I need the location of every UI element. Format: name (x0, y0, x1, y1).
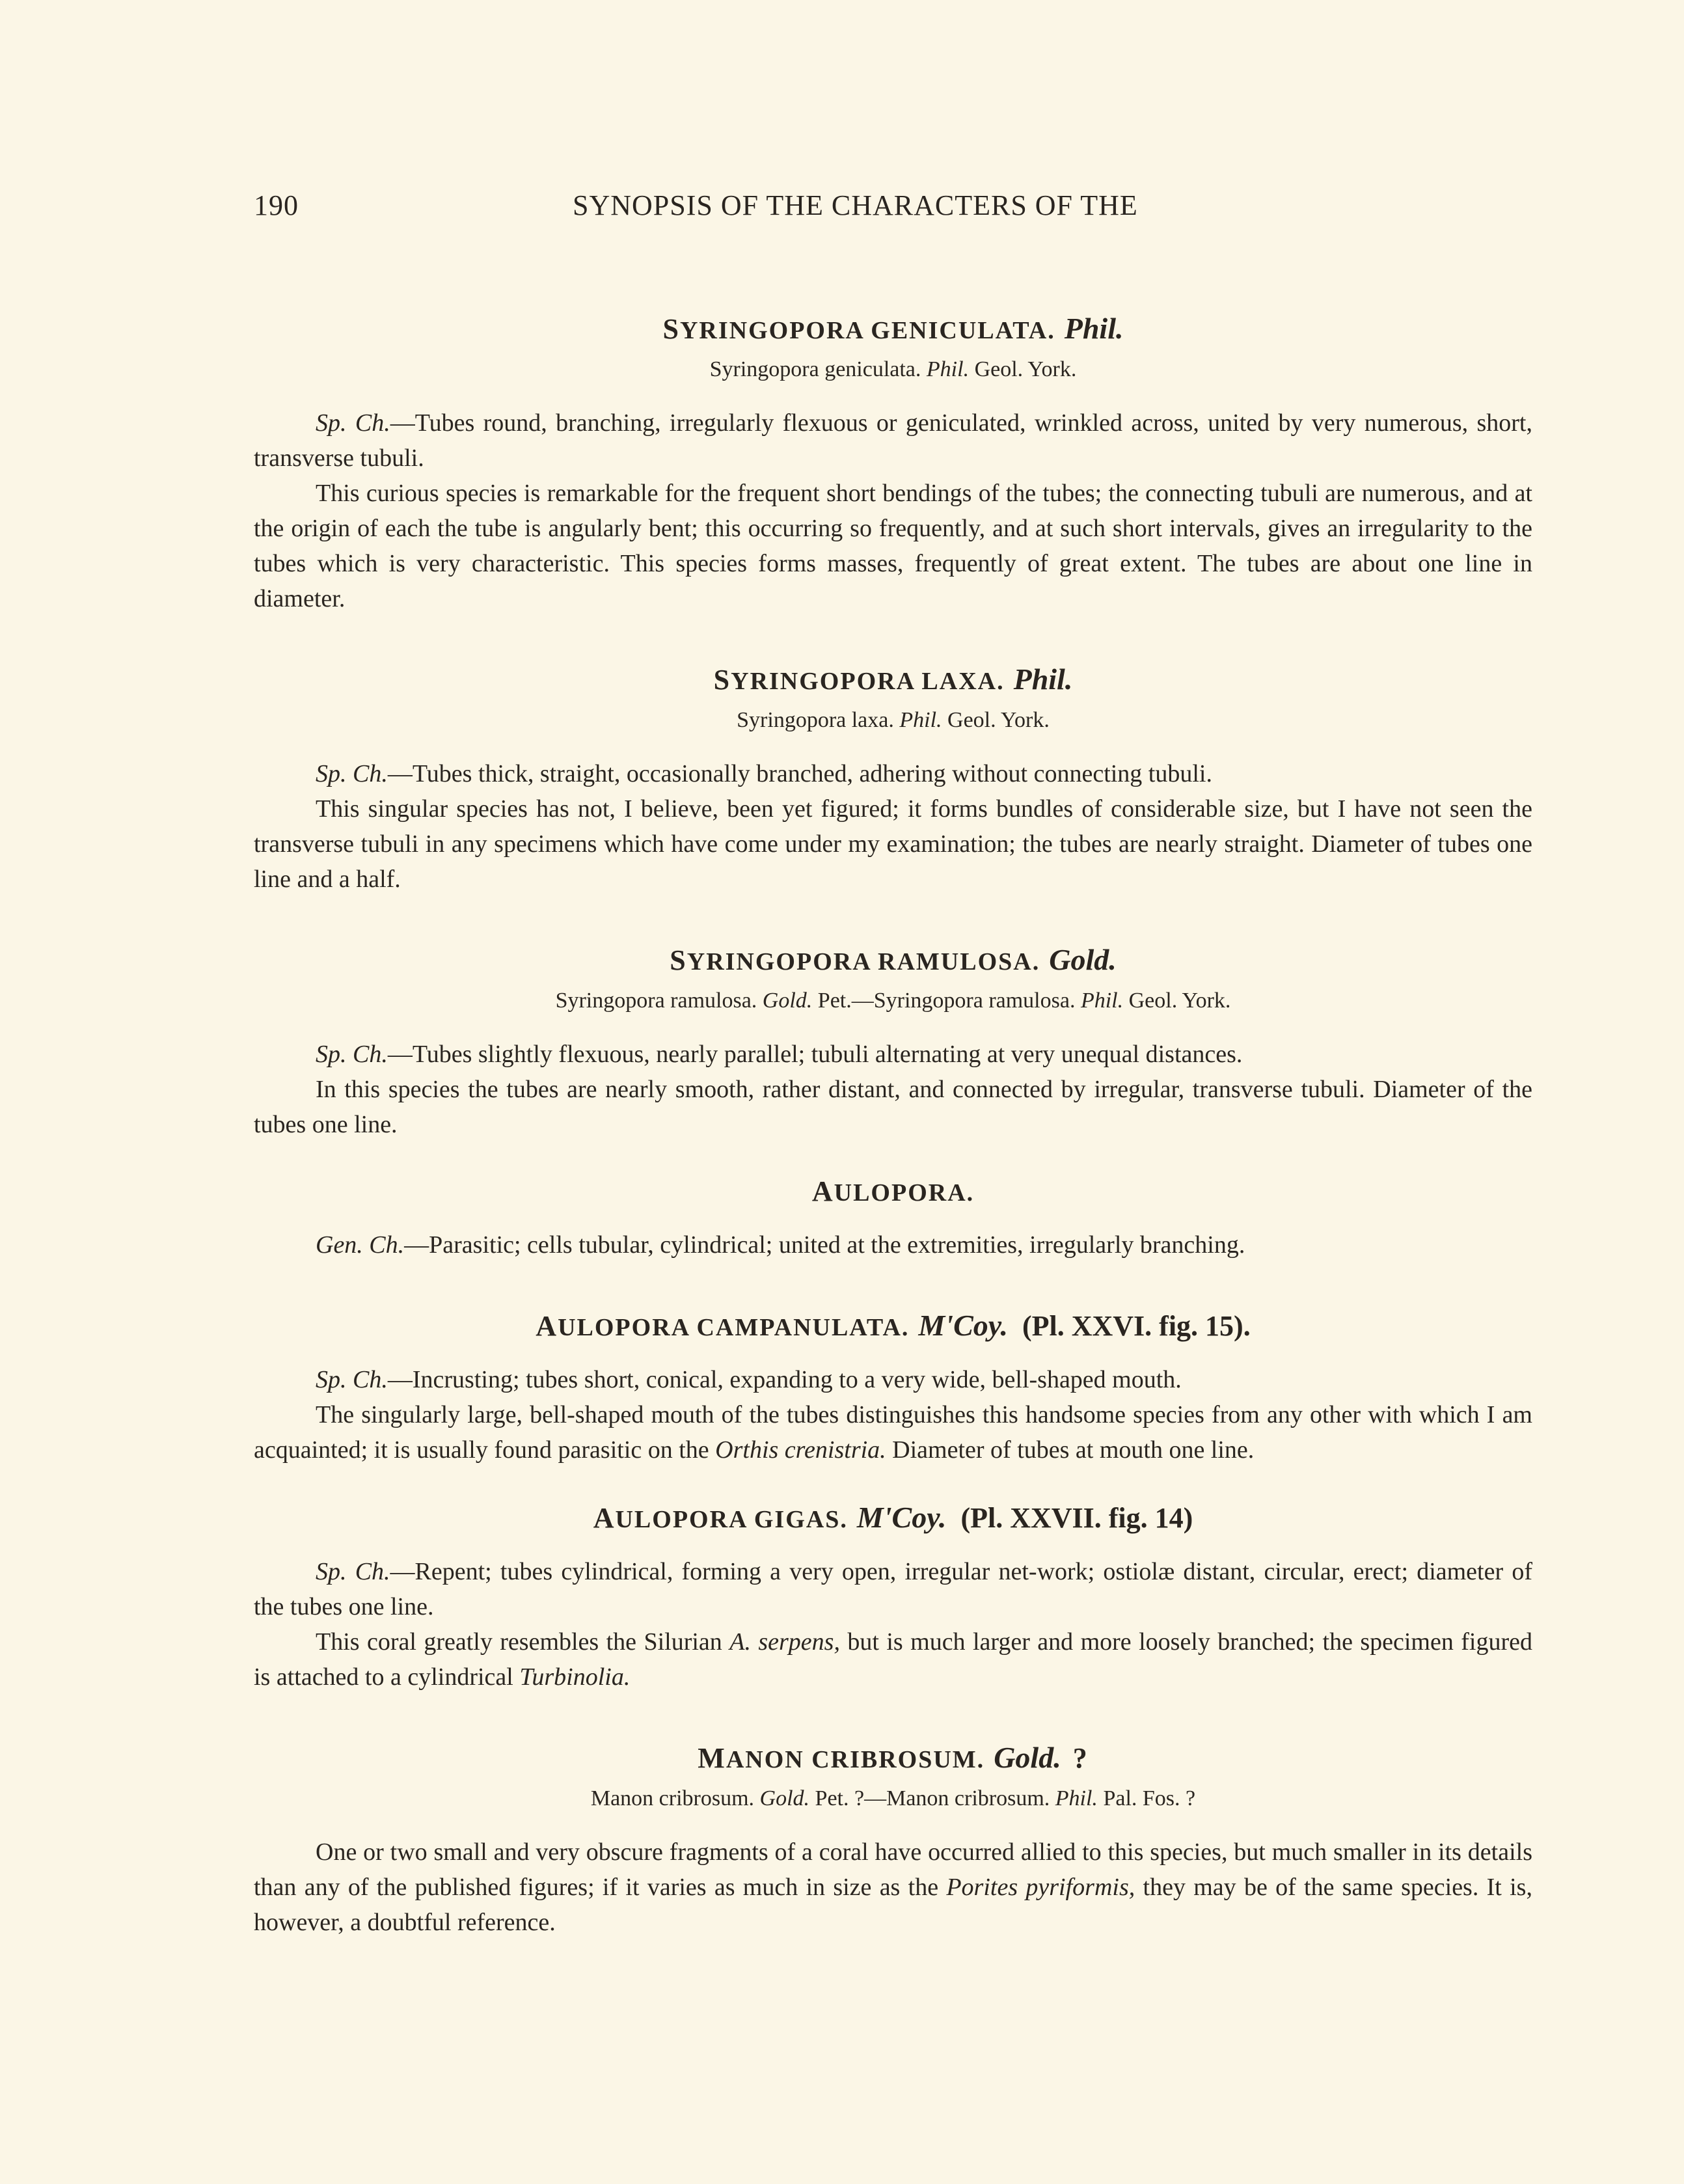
heading-author: Phil. (1013, 662, 1073, 696)
synonym-author: Phil. (926, 357, 970, 381)
description-text: but is much larger and more loosely branched; the specimen figured is attached to a cylindrical (254, 1628, 1533, 1691)
description: This singular species has not, I believe, been yet figured; it forms bundles of considerable size, but I have not seen the transverse tubuli in any specimens which have come under my examination; the tubes are nearly straight. Diameter of tubes one line and a half. (254, 795, 1532, 893)
sp-ch-text: —Repent; tubes cylindrical, forming a very open, irregular net-work; ostiolæ distant, circular, erect; diameter of the tubes one line. (254, 1558, 1532, 1620)
synonym-name: Syringopora ramulosa. (555, 989, 757, 1013)
sp-ch-label: Sp. Ch. (316, 409, 390, 437)
heading-initial: S (670, 944, 687, 976)
specific-character (254, 1037, 1532, 1072)
synonym-name: Syringopora geniculata. (709, 357, 921, 381)
entry-heading (254, 1500, 1532, 1535)
description-taxon: A. serpens, (729, 1628, 840, 1656)
entry-aulopora-gigas (254, 1500, 1532, 1695)
description: In this species the tubes are nearly smooth, rather distant, and connected by irregular, transverse tubuli. Diameter of the tubes one line. (254, 1076, 1532, 1138)
description (254, 1624, 1532, 1695)
gen-ch-label: Gen. Ch. (316, 1231, 405, 1259)
description-text: This coral greatly resembles the Silurian (316, 1628, 730, 1656)
synonym-ref: Geol. York. (1128, 989, 1231, 1013)
doubt-mark: ? (1072, 1742, 1089, 1774)
genus-heading (254, 1175, 1532, 1208)
running-title: SYNOPSIS OF THE CHARACTERS OF THE (573, 189, 1138, 221)
synonym-name: Manon cribrosum. (590, 1786, 755, 1810)
sp-ch-label: Sp. Ch. (316, 760, 388, 787)
synonymy (254, 989, 1532, 1013)
synonymy (254, 708, 1532, 733)
heading-author: Phil. (1064, 312, 1124, 345)
synonymy (254, 1786, 1532, 1811)
heading-author: M'Coy. (918, 1309, 1008, 1342)
synonym-author: Phil. (1055, 1786, 1098, 1810)
entry-heading (254, 311, 1532, 346)
entry-syringopora-ramulosa (254, 942, 1532, 1142)
entry-syringopora-laxa (254, 662, 1532, 897)
plate-reference: (Pl. XXVI. fig. 15). (1022, 1310, 1251, 1342)
synonym-ref: Pal. Fos. ? (1103, 1786, 1196, 1810)
synonym-author: Gold. (759, 1786, 810, 1810)
page-number: 190 (254, 189, 299, 221)
heading-initial: A (593, 1502, 616, 1534)
synonym-ref: Pet. ?—Manon cribrosum. (815, 1786, 1050, 1810)
heading-initial: A (536, 1310, 558, 1342)
entry-manon-cribrosum (254, 1740, 1532, 1940)
heading-text: YRINGOPORA GENICULATA. (679, 317, 1055, 344)
heading-initial: S (662, 313, 680, 345)
sp-ch-label: Sp. Ch. (316, 1041, 388, 1068)
entry-aulopora-campanulata (254, 1308, 1532, 1467)
description: This curious species is remarkable for the frequent short bendings of the tubes; the connecting tubuli are numerous, and at the origin of each the tube is angularly bent; this occurring so frequently, and at such short intervals, gives an irregularity to the tubes which is very characteristic. This species forms masses, frequently of great extent. The tubes are about one line in diameter. (254, 480, 1532, 612)
specific-character (254, 1362, 1532, 1397)
entry-heading (254, 942, 1532, 977)
description-text: they may be of the same species. It is, however, a doubtful reference. (254, 1874, 1532, 1936)
description (254, 1397, 1532, 1467)
specific-character (254, 405, 1532, 476)
synonym-ref: Geol. York. (947, 708, 1050, 732)
sp-ch-text: —Tubes thick, straight, occasionally branched, adhering without connecting tubuli. (387, 760, 1212, 787)
heading-text: ANON CRIBROSUM. (726, 1746, 985, 1773)
sp-ch-text: —Incrusting; tubes short, conical, expanding to a very wide, bell-shaped mouth. (387, 1366, 1182, 1393)
heading-text: ULOPORA. (834, 1179, 975, 1207)
description-taxon: Turbinolia. (519, 1663, 631, 1691)
entry-heading (254, 1740, 1532, 1775)
heading-author: Gold. (994, 1741, 1061, 1774)
description-text: One or two small and very obscure fragments of a coral have occurred allied to this species, but much smaller in its details than any of the published figures; if it varies as much in size as the (254, 1838, 1532, 1901)
running-head (254, 189, 1532, 234)
synonym-author: Gold. (762, 989, 813, 1013)
heading-initial: S (713, 664, 731, 696)
heading-initial: M (698, 1742, 726, 1774)
description-taxon: Orthis crenistria. (715, 1436, 886, 1464)
generic-character (254, 1227, 1532, 1263)
page (254, 189, 1532, 1940)
entry-heading (254, 662, 1532, 696)
entry-syringopora-geniculata (254, 311, 1532, 616)
sp-ch-text: —Tubes slightly flexuous, nearly parallel; tubuli alternating at very unequal distances. (387, 1041, 1243, 1068)
synonymy (254, 357, 1532, 382)
synonym-name: Syringopora laxa. (737, 708, 894, 732)
description (254, 1835, 1532, 1940)
description-taxon: Porites pyriformis, (946, 1874, 1135, 1901)
heading-initial: A (811, 1175, 834, 1207)
heading-text: ULOPORA GIGAS. (615, 1506, 848, 1533)
sp-ch-label: Sp. Ch. (316, 1558, 390, 1585)
description-text: Diameter of tubes at mouth one line. (886, 1436, 1255, 1464)
heading-author: Gold. (1049, 943, 1117, 976)
description-text: The singularly large, bell-shaped mouth of the tubes distinguishes this handsome species from any other with which I am acquainted; it is usually found parasitic on the (254, 1401, 1532, 1464)
heading-text: ULOPORA CAMPANULATA. (558, 1314, 910, 1341)
synonym-ref: Pet.—Syringopora ramulosa. (817, 989, 1076, 1013)
synonym-ref: Geol. York. (974, 357, 1077, 381)
synonym-author: Phil. (1080, 989, 1124, 1013)
specific-character (254, 1554, 1532, 1624)
heading-text: YRINGOPORA LAXA. (731, 668, 1005, 695)
sp-ch-label: Sp. Ch. (316, 1366, 388, 1393)
sp-ch-text: —Tubes round, branching, irregularly flexuous or geniculated, wrinkled across, united by very numerous, short, transverse tubuli. (254, 409, 1532, 472)
plate-reference: (Pl. XXVII. fig. 14) (960, 1502, 1193, 1534)
genus-aulopora (254, 1175, 1532, 1263)
specific-character (254, 756, 1532, 791)
heading-text: YRINGOPORA RAMULOSA. (686, 948, 1040, 976)
heading-author: M'Coy. (856, 1501, 947, 1534)
gen-ch-text: —Parasitic; cells tubular, cylindrical; united at the extremities, irregularly branching. (404, 1231, 1245, 1259)
entry-heading (254, 1308, 1532, 1343)
synonym-author: Phil. (899, 708, 942, 732)
